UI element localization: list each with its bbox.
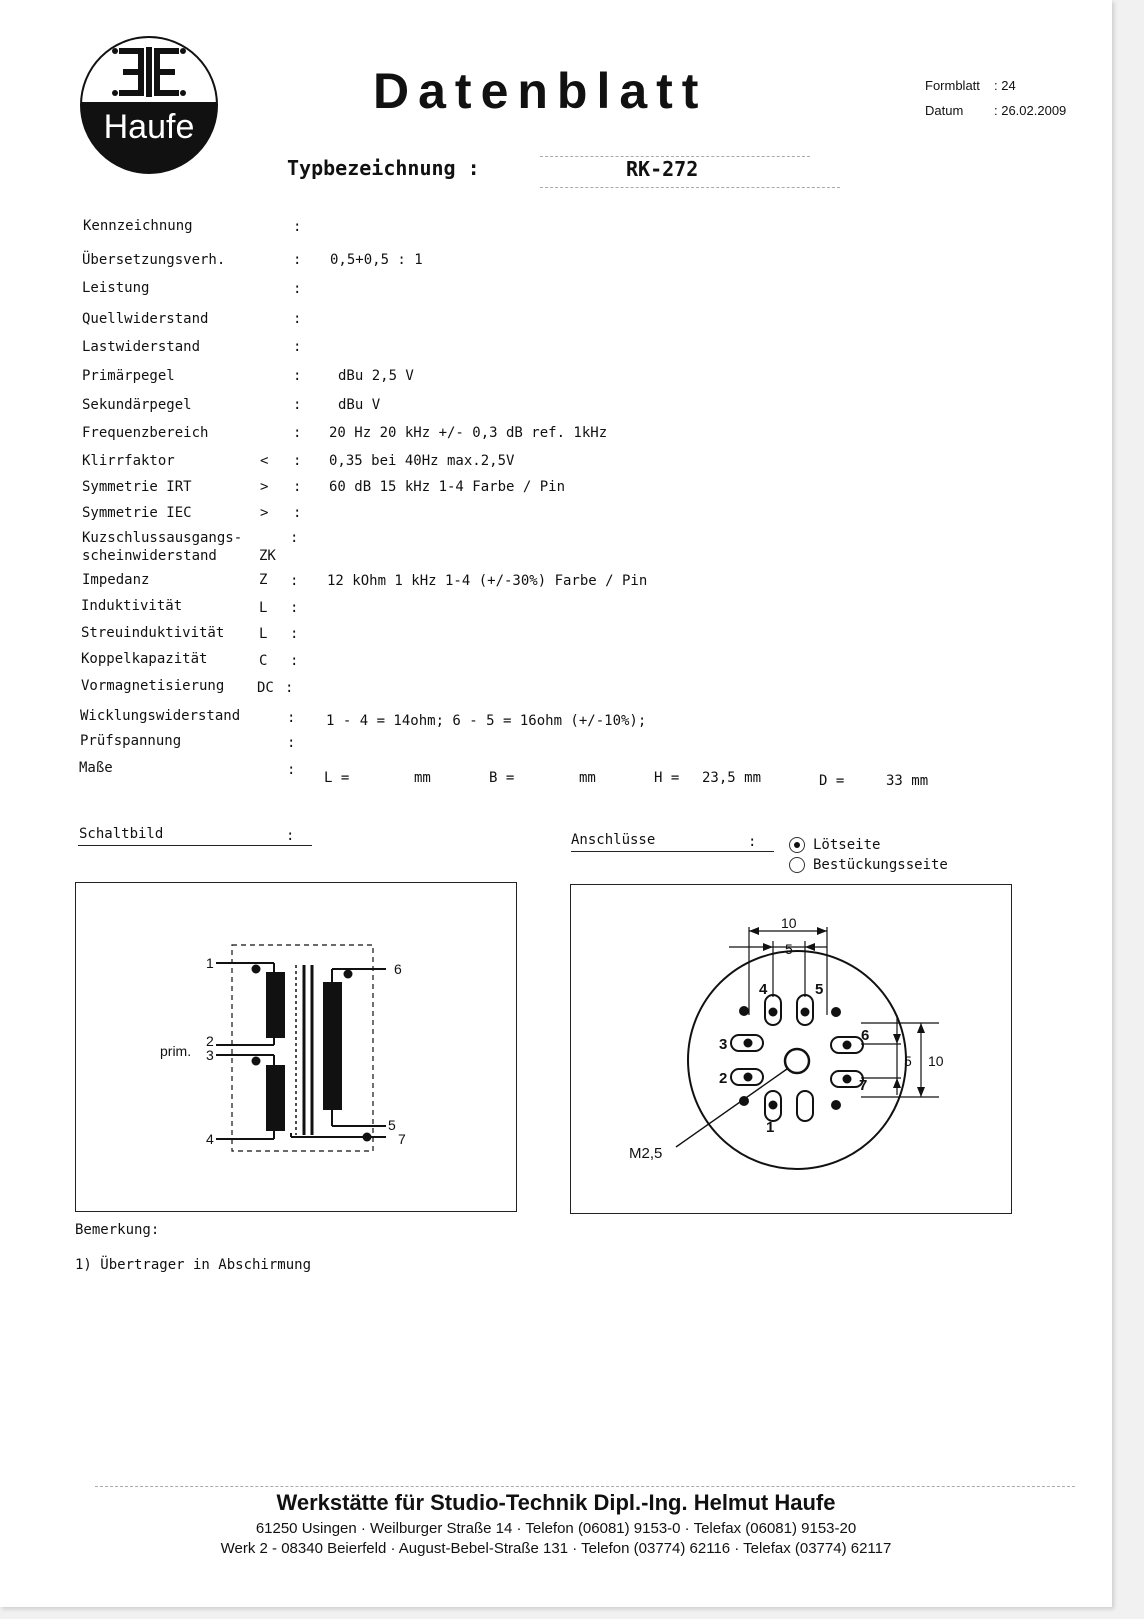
datum-value: : 26.02.2009 [994, 103, 1067, 118]
spec-label-klirrfaktor: Klirrfaktor [82, 453, 175, 469]
dim-10-top: 10 [781, 915, 797, 931]
spec-label-pruefspannung: Prüfspannung [80, 733, 182, 749]
dim-5-top: 5 [785, 941, 793, 957]
spec-label-lastwiderstand: Lastwiderstand [82, 339, 201, 355]
pin-label-6: 6 [394, 961, 402, 977]
schaltbild-box [75, 882, 517, 1212]
spec-label-frequenzbereich: Frequenzbereich [82, 425, 209, 441]
spec-colon: : [293, 339, 302, 355]
pad-label-5: 5 [815, 981, 824, 998]
spec-symbol-symmetrie-irt: > [260, 479, 269, 495]
footer-address-2: Werk 2 - 08340 Beierfeld · August-Bebel-Straße 131 · Telefon (03774) 62116 · Telefax (03774) 62117 [220, 1540, 892, 1557]
spec-colon: : [293, 219, 302, 235]
radio-loetseite[interactable] [789, 837, 805, 853]
formblatt-label: Formblatt [925, 78, 980, 93]
spec-label-uebersetzung: Übersetzungsverh. [82, 252, 226, 268]
pad-label-6: 6 [861, 1027, 870, 1044]
spec-label-impedanz: Impedanz [82, 572, 150, 588]
pin-label-4: 4 [206, 1131, 214, 1147]
formblatt-value: : 24 [994, 78, 1016, 93]
spec-label-kurzschluss-2: scheinwiderstand [82, 548, 217, 564]
anschluesse-colon: : [748, 834, 757, 850]
spec-colon: : [293, 453, 302, 469]
dim-10-right: 10 [928, 1053, 944, 1069]
logo-circle [80, 36, 218, 174]
page-title: Datenblatt [373, 63, 708, 119]
spec-colon: : [290, 653, 299, 669]
spec-colon: : [293, 505, 302, 521]
typ-value: RK-272 [626, 157, 699, 181]
logo-text: Haufe [103, 108, 195, 146]
spec-symbol-streuinduktivitaet: L [259, 626, 268, 642]
spec-symbol-vormagnetisierung: DC [257, 680, 274, 696]
pad-label-3: 3 [719, 1036, 728, 1053]
pad-label-2: 2 [719, 1070, 728, 1087]
spec-colon: : [290, 530, 299, 546]
schaltbild-colon: : [286, 828, 295, 844]
spec-label-leistung: Leistung [82, 280, 150, 296]
spec-symbol-koppelkapazitaet: C [259, 653, 268, 669]
anschluesse-box [570, 884, 1012, 1214]
logo-mark-icon [109, 45, 189, 99]
spec-value-wicklungswiderstand: 1 - 4 = 14ohm; 6 - 5 = 16ohm (+/-10%); [326, 713, 647, 729]
spec-symbol-impedanz: Z [259, 572, 268, 588]
spec-label-wicklungswiderstand: Wicklungswiderstand [80, 708, 241, 724]
spec-value-uebersetzung: 0,5+0,5 : 1 [330, 252, 423, 268]
option-loetseite-label: Lötseite [813, 837, 881, 853]
dim-l-unit: mm [414, 770, 431, 786]
spec-colon: : [293, 397, 302, 413]
spec-colon: : [293, 479, 302, 495]
spec-symbol-klirrfaktor: < [260, 453, 269, 469]
schaltbild-heading: Schaltbild [79, 826, 164, 842]
spec-label-streuinduktivitaet: Streuinduktivität [81, 625, 225, 641]
spec-colon: : [293, 252, 302, 268]
spec-colon: : [293, 425, 302, 441]
pin-layout-drawing [571, 885, 1011, 1213]
spec-value-impedanz: 12 kOhm 1 kHz 1-4 (+/-30%) Farbe / Pin [327, 573, 648, 589]
spec-label-primaerpegel: Primärpegel [82, 368, 175, 384]
dim-h-label: H = [654, 770, 680, 786]
thread-label: M2,5 [629, 1145, 663, 1162]
spec-label-masse: Maße [79, 760, 113, 776]
spec-symbol-kurzschluss: ZK [259, 548, 276, 564]
haufe-logo [80, 36, 220, 170]
typ-label: Typbezeichnung : [287, 156, 480, 180]
spec-colon: : [285, 680, 294, 696]
spec-colon: : [287, 710, 296, 726]
spec-value-frequenzbereich: 20 Hz 20 kHz +/- 0,3 dB ref. 1kHz [329, 425, 608, 441]
spec-colon: : [287, 762, 296, 778]
spec-label-induktivitaet: Induktivität [81, 598, 183, 614]
anschluesse-heading: Anschlüsse [571, 832, 656, 848]
spec-label-kurzschluss: Kuzschlussausgangs- [82, 530, 243, 546]
spec-colon: : [287, 735, 296, 751]
spec-label-quellwiderstand: Quellwiderstand [82, 311, 209, 327]
spec-value-primaerpegel: dBu 2,5 V [338, 368, 414, 384]
schaltbild-underline [78, 845, 312, 846]
pin-label-5: 5 [388, 1117, 396, 1133]
anschluesse-underline [571, 851, 774, 852]
spec-symbol-symmetrie-iec: > [260, 505, 269, 521]
prim-label: prim. [160, 1043, 192, 1059]
option-bestueckungsseite-label: Bestückungsseite [813, 857, 948, 873]
spec-colon: : [293, 311, 302, 327]
footer-company: Werkstätte für Studio-Technik Dipl.-Ing. Helmut Haufe [276, 1490, 836, 1515]
spec-symbol-induktivitaet: L [259, 600, 268, 616]
dim-b-label: B = [489, 770, 515, 786]
typ-dash-bottom [540, 187, 840, 188]
typ-dash-top [540, 156, 810, 157]
dim-l-label: L = [324, 770, 350, 786]
dim-d-value: 33 mm [886, 773, 929, 789]
spec-label-symmetrie-iec: Symmetrie IEC [82, 505, 192, 521]
dim-5-right: 5 [904, 1053, 912, 1069]
radio-bestueckungsseite[interactable] [789, 857, 805, 873]
spec-colon: : [293, 281, 302, 297]
pad-label-7: 7 [859, 1077, 868, 1094]
spec-label-vormagnetisierung: Vormagnetisierung [81, 678, 225, 694]
spec-colon: : [293, 368, 302, 384]
footer-address-1: 61250 Usingen · Weilburger Straße 14 · Telefon (06081) 9153-0 · Telefax (06081) 9153-20 [255, 1520, 857, 1537]
spec-value-sekundaerpegel: dBu V [338, 397, 381, 413]
pin-label-7: 7 [398, 1131, 406, 1147]
transformer-schematic [76, 883, 516, 1211]
pin-label-1: 1 [206, 955, 214, 971]
spec-colon: : [290, 573, 299, 589]
spec-label-kennzeichnung: Kennzeichnung [83, 218, 193, 234]
footer-dashline [95, 1486, 1075, 1487]
remarks-heading: Bemerkung: [75, 1222, 160, 1238]
pad-label-4: 4 [759, 981, 768, 998]
pin-label-3: 3 [206, 1047, 214, 1063]
spec-label-sekundaerpegel: Sekundärpegel [82, 397, 192, 413]
datum-label: Datum [925, 103, 964, 118]
dim-h-value: 23,5 mm [702, 770, 762, 786]
spec-label-symmetrie-irt: Symmetrie IRT [82, 479, 192, 495]
pin-label-2: 2 [206, 1033, 214, 1049]
pad-label-1: 1 [766, 1119, 775, 1136]
spec-colon: : [290, 626, 299, 642]
spec-value-klirrfaktor: 0,35 bei 40Hz max.2,5V [329, 453, 515, 469]
spec-value-symmetrie-irt: 60 dB 15 kHz 1-4 Farbe / Pin [329, 479, 566, 495]
dim-d-label: D = [819, 773, 845, 789]
spec-label-koppelkapazitaet: Koppelkapazität [81, 651, 208, 667]
dim-b-unit: mm [579, 770, 596, 786]
spec-colon: : [290, 600, 299, 616]
remark-item-1: 1) Übertrager in Abschirmung [75, 1257, 312, 1273]
